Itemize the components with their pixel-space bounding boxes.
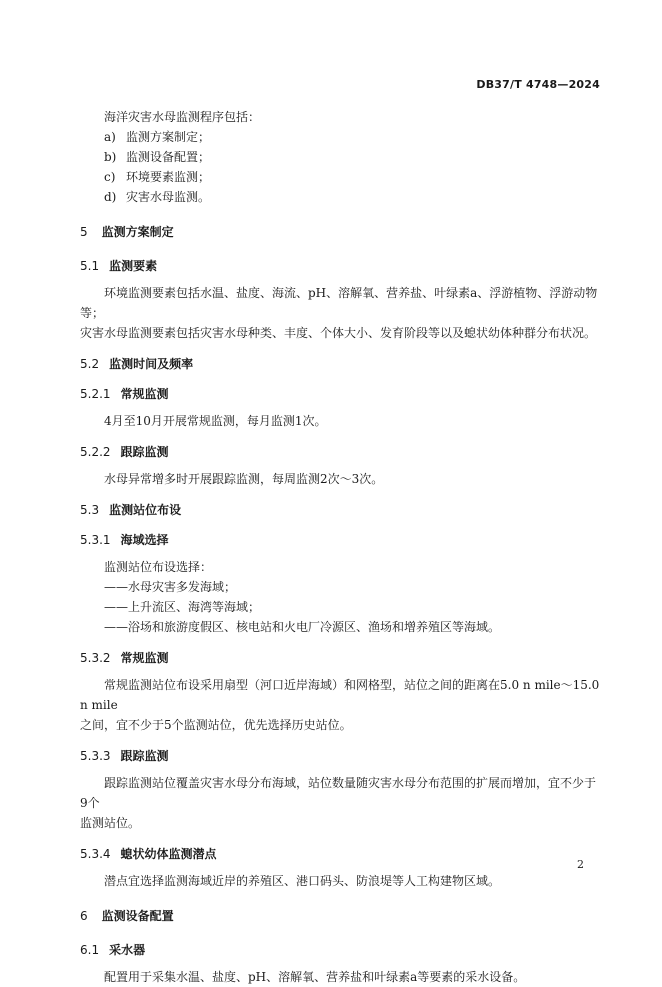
paragraph: 配置用于采集水温、盐度、pH、溶解氧、营养盐和叶绿素a等要素的采水设备。 bbox=[104, 970, 526, 984]
list-item bbox=[80, 187, 600, 207]
heading-5-3-3 bbox=[80, 747, 600, 765]
heading-number: 5.3 bbox=[80, 503, 100, 517]
heading-number: 5 bbox=[80, 225, 88, 239]
list-item bbox=[80, 147, 600, 167]
list-item bbox=[80, 167, 600, 187]
paragraph: 4月至10月开展常规监测，每月监测1次。 bbox=[104, 414, 327, 428]
paragraph: 监测站位布设选择： bbox=[104, 560, 213, 574]
paragraph: 常规监测站位布设采用扇型（河口近岸海域）和网格型，站位之间的距离在5.0 n mile～15.0 n mile bbox=[80, 678, 600, 712]
page-number: 2 bbox=[577, 858, 584, 871]
heading-5-3-4 bbox=[80, 845, 600, 863]
list-text: 环境要素监测； bbox=[126, 170, 211, 184]
heading-number: 5.3.4 bbox=[80, 847, 111, 861]
page-content bbox=[80, 107, 600, 987]
heading-title: 跟踪监测 bbox=[120, 445, 169, 459]
heading-6-1 bbox=[80, 941, 600, 959]
paragraph: 潜点宜选择监测海域近岸的养殖区、港口码头、防浪堤等人工构建物区域。 bbox=[104, 874, 501, 888]
paragraph: 之间，宜不少于5个监测站位，优先选择历史站位。 bbox=[80, 718, 352, 732]
paragraph: 水母异常增多时开展跟踪监测，每周监测2次～3次。 bbox=[104, 472, 384, 486]
heading-5-3 bbox=[80, 501, 600, 519]
heading-5-2-2 bbox=[80, 443, 600, 461]
paragraph-line: 灾害水母监测要素包括灾害水母种类、丰度、个体大小、发育阶段等以及螅状幼体种群分布状况。 bbox=[80, 326, 597, 340]
heading-title: 监测设备配置 bbox=[101, 909, 174, 923]
heading-section-6 bbox=[80, 907, 600, 925]
heading-title: 常规监测 bbox=[120, 387, 169, 401]
heading-title: 监测站位布设 bbox=[109, 503, 182, 517]
paragraph-line: 环境监测要素包括水温、盐度、海流、pH、溶解氧、营养盐、叶绿素a、浮游植物、浮游动物等； bbox=[80, 286, 598, 320]
list-item bbox=[80, 127, 600, 147]
heading-number: 5.2.2 bbox=[80, 445, 111, 459]
list-text: 监测方案制定； bbox=[126, 130, 211, 144]
dash-list-item: ——上升流区、海湾等海域； bbox=[104, 600, 261, 614]
list-marker: c) bbox=[104, 170, 116, 184]
heading-5-2-1 bbox=[80, 385, 600, 403]
heading-title: 监测时间及频率 bbox=[109, 357, 194, 371]
list-marker: b) bbox=[104, 150, 117, 164]
heading-title: 采水器 bbox=[109, 943, 146, 957]
paragraph: 跟踪监测站位覆盖灾害水母分布海域，站位数量随灾害水母分布范围的扩展而增加，宜不少于9个 bbox=[80, 776, 597, 810]
heading-5-1 bbox=[80, 257, 600, 275]
heading-section-5 bbox=[80, 223, 600, 241]
heading-number: 6 bbox=[80, 909, 88, 923]
paragraph bbox=[80, 283, 600, 323]
heading-title: 海域选择 bbox=[120, 533, 169, 547]
heading-title: 螅状幼体监测潜点 bbox=[120, 847, 217, 861]
dash-list-item: ——水母灾害多发海域； bbox=[104, 580, 237, 594]
heading-number: 6.1 bbox=[80, 943, 100, 957]
paragraph: 监测站位。 bbox=[80, 816, 141, 830]
heading-title: 监测要素 bbox=[109, 259, 158, 273]
list-marker: a) bbox=[104, 130, 116, 144]
heading-5-2 bbox=[80, 355, 600, 373]
heading-title: 常规监测 bbox=[120, 651, 169, 665]
heading-title: 监测方案制定 bbox=[101, 225, 174, 239]
heading-number: 5.3.1 bbox=[80, 533, 111, 547]
standard-code: DB37/T 4748—2024 bbox=[476, 78, 600, 91]
heading-number: 5.3.2 bbox=[80, 651, 111, 665]
heading-number: 5.1 bbox=[80, 259, 100, 273]
heading-number: 5.2 bbox=[80, 357, 100, 371]
intro-text: 海洋灾害水母监测程序包括： bbox=[104, 110, 261, 124]
heading-5-3-2 bbox=[80, 649, 600, 667]
list-text: 灾害水母监测。 bbox=[126, 190, 211, 204]
list-text: 监测设备配置； bbox=[126, 150, 211, 164]
heading-title: 跟踪监测 bbox=[120, 749, 169, 763]
list-marker: d) bbox=[104, 190, 117, 204]
dash-list-item: ——浴场和旅游度假区、核电站和火电厂冷源区、渔场和增养殖区等海域。 bbox=[104, 620, 501, 634]
heading-5-3-1 bbox=[80, 531, 600, 549]
paragraph bbox=[80, 323, 600, 343]
heading-number: 5.2.1 bbox=[80, 387, 111, 401]
heading-number: 5.3.3 bbox=[80, 749, 111, 763]
